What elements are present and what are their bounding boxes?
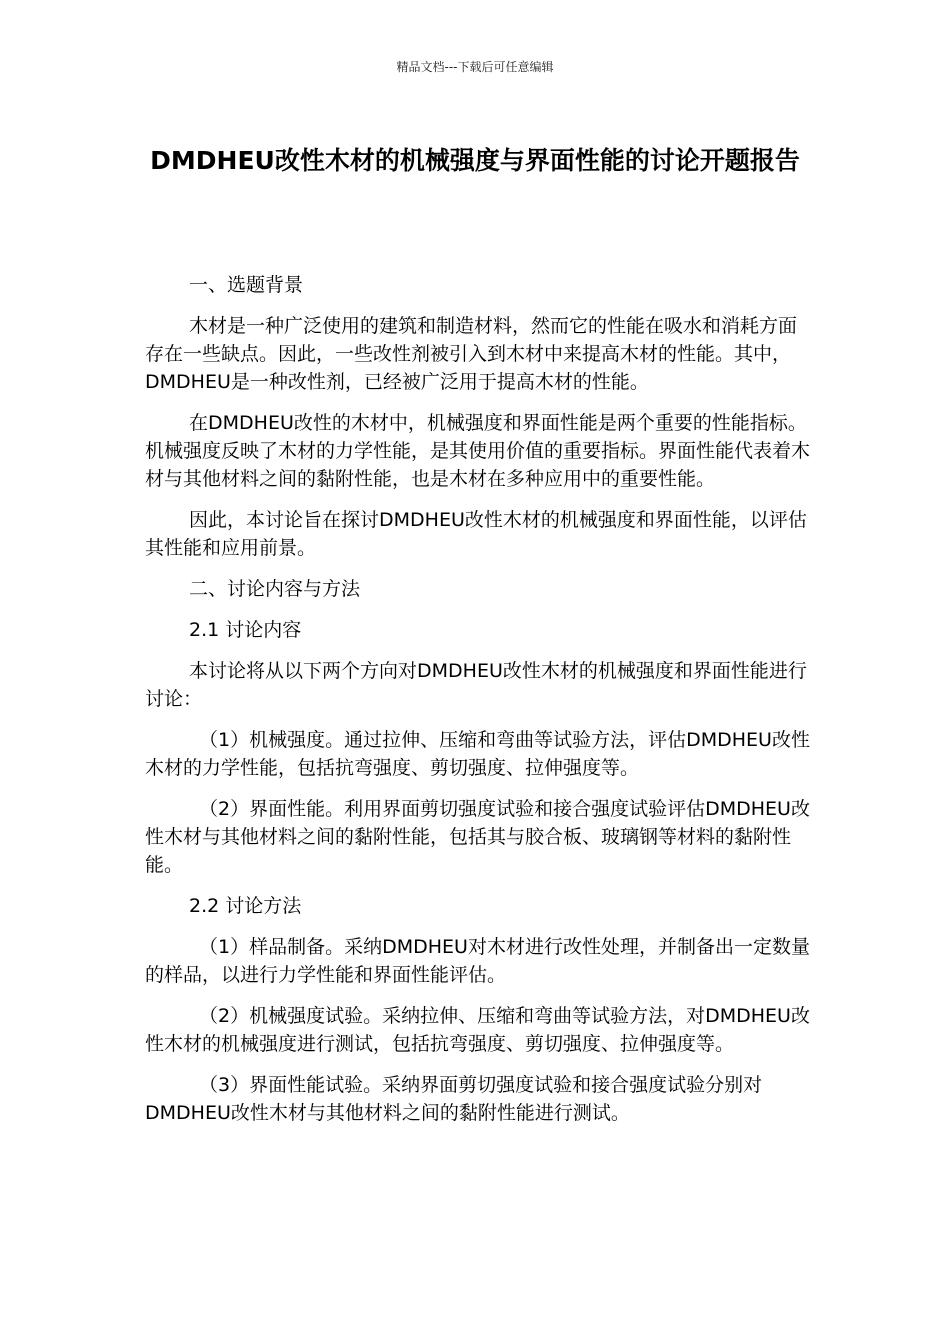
- paragraph-background-3: 因此，本讨论旨在探讨DMDHEU改性木材的机械强度和界面性能，以评估其性能和应用前景。: [145, 509, 807, 559]
- subsection-heading-method: 2.2 讨论方法: [189, 895, 302, 917]
- list-item-mechanical-strength: （1）机械强度。通过拉伸、压缩和弯曲等试验方法，评估DMDHEU改性木材的力学性能，包括抗弯强度、剪切强度、拉伸强度等。: [145, 729, 810, 779]
- paragraph-background-2: 在DMDHEU改性的木材中，机械强度和界面性能是两个重要的性能指标。机械强度反映了木材的力学性能，是其使用价值的重要指标。界面性能代表着木材与其他材料之间的黏附性能，也是木材在多种应用中的重要性能。: [145, 412, 811, 490]
- paragraph-content-intro: 本讨论将从以下两个方向对DMDHEU改性木材的机械强度和界面性能进行讨论：: [145, 660, 807, 710]
- list-item-sample-preparation: （1）样品制备。采纳DMDHEU对木材进行改性处理，并制备出一定数量的样品，以进行力学性能和界面性能评估。: [145, 936, 810, 986]
- list-item-interface-test: （3）界面性能试验。采纳界面剪切强度试验和接合强度试验分别对DMDHEU改性木材与其他材料之间的黏附性能进行测试。: [145, 1074, 763, 1124]
- section-heading-background: 一、选题背景: [189, 274, 304, 296]
- page-header: 精品文档---下载后可任意编辑: [396, 60, 554, 74]
- document-body: [145, 271, 813, 1140]
- section-heading-content-method: 二、讨论内容与方法: [189, 578, 361, 600]
- document-title: DMDHEU改性木材的机械强度与界面性能的讨论开题报告: [150, 146, 800, 175]
- list-item-mechanical-test: （2）机械强度试验。采纳拉伸、压缩和弯曲等试验方法，对DMDHEU改性木材的机械强度进行测试，包括抗弯强度、剪切强度、拉伸强度等。: [145, 1005, 810, 1055]
- paragraph-background-1: 木材是一种广泛使用的建筑和制造材料，然而它的性能在吸水和消耗方面存在一些缺点。因此，一些改性剂被引入到木材中来提高木材的性能。其中，DMDHEU是一种改性剂，已经被广泛用于提高木材的性能。: [145, 315, 798, 393]
- list-item-interface-performance: （2）界面性能。利用界面剪切强度试验和接合强度试验评估DMDHEU改性木材与其他材料之间的黏附性能，包括其与胶合板、玻璃钢等材料的黏附性能。: [145, 798, 810, 876]
- subsection-heading-content: 2.1 讨论内容: [189, 619, 302, 641]
